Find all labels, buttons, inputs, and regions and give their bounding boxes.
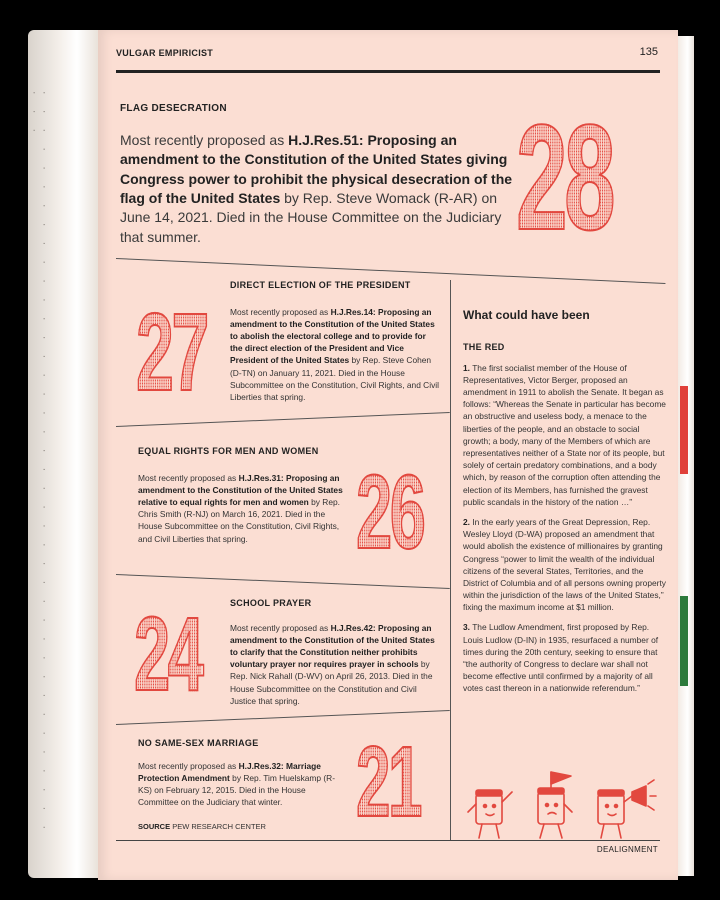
running-footer: DEALIGNMENT — [596, 845, 658, 854]
green-page-tab — [680, 596, 688, 686]
rank-number: 28 — [516, 93, 613, 261]
section-heading: NO SAME-SEX MARRIAGE — [138, 738, 259, 748]
section-heading: DIRECT ELECTION OF THE PRESIDENT — [230, 280, 411, 290]
sidebar-subtitle: THE RED — [463, 342, 505, 352]
section-heading: EQUAL RIGHTS FOR MEN AND WOMEN — [138, 446, 319, 456]
rank-number: 27 — [136, 291, 207, 414]
bill-title: H.J.Res.14: Proposing an amendment to the Constitution of the United States to abolish the electoral college and to provide for the direct election of the President and Vice President of the United States — [230, 306, 435, 366]
header-rule — [116, 70, 660, 73]
rank-number: 24 — [134, 596, 202, 713]
page-number: 135 — [639, 46, 658, 58]
sidebar-item: 3. The Ludlow Amendment, first proposed by Rep. Louis Ludlow (D-IN) in 1935, resurfaced a number of times during the 20th century, seeking to ensure that “the authority of Congress to declare war shall not become effective until confirmed by a majority of all votes cast thereon in a nationwide referendum.” — [463, 622, 659, 694]
section-divider — [116, 574, 450, 589]
section-body: Most recently proposed as H.J.Res.32: Marriage Protection Amendment by Rep. Tim Huelskamp (R-KS) on February 12, 2015. Died in the House Committee on the Judiciary that winter. — [138, 760, 336, 808]
source-credit: SOURCE PEW RESEARCH CENTER — [138, 822, 266, 831]
bill-title: H.J.Res.42: Proposing an amendment to the Constitution of the United States to clarify that the Constitution neither prohibits voluntary prayer nor requires prayer in schools — [230, 622, 435, 670]
column-rule — [450, 280, 451, 840]
red-page-tab — [680, 386, 688, 474]
bill-title: H.J.Res.51: Proposing an amendment to the Constitution of the United States giving Congress power to prohibit the physical desecration of the flag of the United States — [120, 132, 513, 206]
sidebar-item: 1. The first socialist member of the House of Representatives, Victor Berger, proposed an amendment in 1911 to abolish the Senate. It began as follows: “Whereas the Senate in particular has become an obstructive and useless body, a menace to the liberties of the people, and an obstacle to social growth; a body, many of the Members of which are representatives neither of a State nor of its people, but solely of certain predatory combinations, and a body which, by reason of the corruption often attending the election of its Members, has furnished the gravest public scandals in the history of the nation …” — [463, 362, 666, 507]
spine-bleed-text: · · · · · · · · · · · · · · · · · · · · · · · · · · · · · · · · · · · · · · · · · · · — [28, 90, 48, 835]
section-equal-rights — [138, 446, 348, 545]
sidebar-title: What could have been — [463, 308, 590, 322]
magazine-page — [98, 30, 678, 880]
section-divider — [116, 412, 450, 427]
footer-rule — [116, 840, 660, 841]
page-edge — [678, 36, 694, 876]
section-heading: FLAG DESECRATION — [120, 103, 227, 114]
section-body: Most recently proposed as H.J.Res.51: Proposing an amendment to the Constitution of the United States giving Congress power to prohibit the physical desecration of the flag of the United States by Rep. Steve Womack (R-AR) on June 14, 2021. Died in the House Committee on the Judiciary that summer. — [120, 132, 513, 245]
rank-number: 26 — [356, 454, 424, 571]
protest-illustration — [458, 770, 658, 842]
section-body: Most recently proposed as H.J.Res.31: Proposing an amendment to the Constitution of the United States relative to equal rights for men and women by Rep. Chris Smith (R-NJ) on March 16, 2021. Died in the House Subcommittee on the Constitution, Civil Rights, and Civil Liberties that spring. — [138, 472, 343, 544]
section-direct-election — [230, 280, 440, 403]
section-body: Most recently proposed as H.J.Res.42: Proposing an amendment to the Constitution of the United States to clarify that the Constitution neither prohibits voluntary prayer nor requires prayer in schools by Rep. Nick Rahall (D-WV) on April 26, 2013. Died in the House Subcommittee on the Constitution and Civil Justice that spring. — [230, 622, 435, 706]
section-flag-desecration — [120, 102, 520, 247]
running-header: VULGAR EMPIRICIST — [116, 48, 214, 58]
sidebar-item: 2. In the early years of the Great Depression, Rep. Wesley Lloyd (D-WA) proposed an amendment that would abolish the existence of millionaires by granting Congress “power to limit the wealth of the individual citizens of the several States, Territories, and the District of Columbia and of all persons owning property within the jurisdiction of the laws of the United States,” fixing the maximum income at $1 million. — [463, 516, 666, 613]
section-school-prayer — [230, 598, 440, 707]
rank-number: 21 — [356, 726, 421, 838]
sidebar-what-could-have-been — [463, 308, 668, 703]
section-heading: SCHOOL PRAYER — [230, 598, 312, 608]
bill-title: H.J.Res.31: Proposing an amendment to the Constitution of the United States relative to equal rights for men and women — [138, 472, 343, 508]
section-body: Most recently proposed as H.J.Res.14: Proposing an amendment to the Constitution of the United States to abolish the electoral college and to provide for the direct election of the President and Vice President of the United States by Rep. Steve Cohen (D-TN) on January 11, 2021. Died in the House Subcommittee on the Constitution, Civil Rights, and Civil Liberties that spring. — [230, 306, 440, 402]
bill-title: H.J.Res.32: Marriage Protection Amendment — [138, 760, 321, 783]
section-same-sex-marriage — [138, 738, 348, 808]
